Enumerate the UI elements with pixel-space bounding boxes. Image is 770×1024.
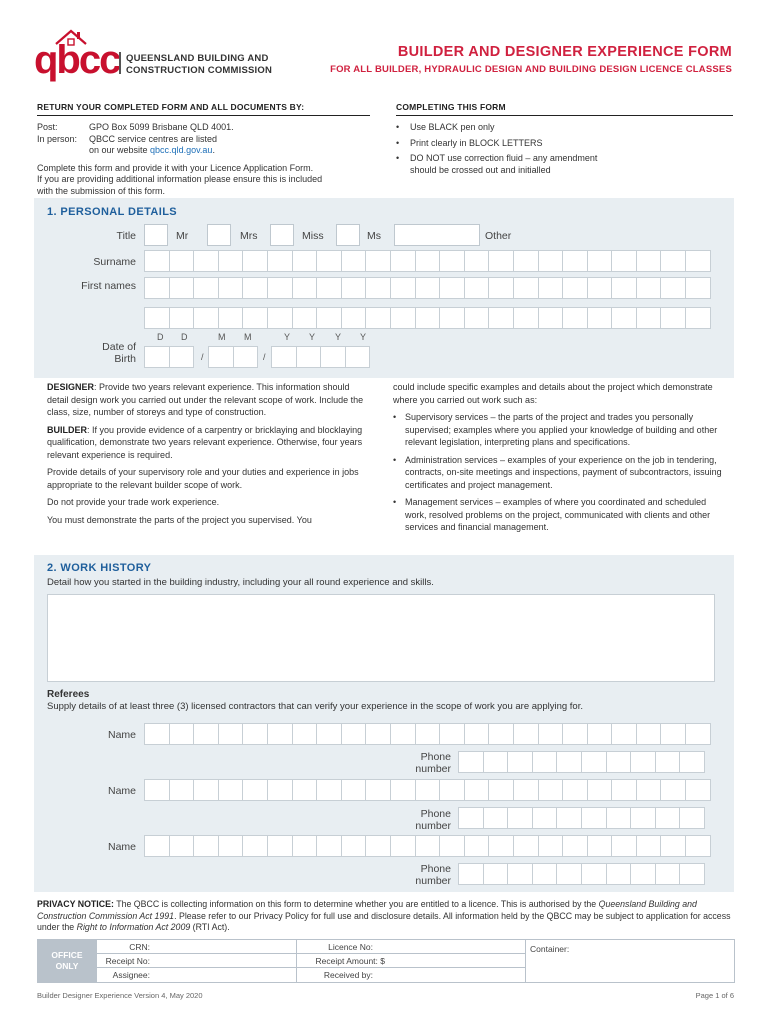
char-box[interactable] (611, 250, 637, 272)
footer-version: Builder Designer Experience Version 4, May 2020 (37, 991, 203, 1000)
char-box[interactable] (233, 346, 259, 368)
char-box[interactable] (193, 835, 219, 857)
phone-label-line1: Phone (420, 808, 451, 820)
completing-item-cont: should be crossed out and initialled (410, 164, 551, 175)
char-box[interactable] (611, 835, 637, 857)
form-subtitle: FOR ALL BUILDER, HYDRAULIC DESIGN AND BUILDING DESIGN LICENCE CLASSES (330, 64, 732, 75)
title-ms-checkbox[interactable] (336, 224, 360, 246)
char-box[interactable] (296, 346, 322, 368)
char-box[interactable] (538, 277, 564, 299)
dob-label-line2: Birth (114, 353, 136, 365)
char-box[interactable] (415, 723, 441, 745)
char-box[interactable] (169, 346, 195, 368)
char-box[interactable] (218, 307, 244, 329)
char-box[interactable] (507, 751, 533, 773)
char-box[interactable] (611, 723, 637, 745)
char-box[interactable] (439, 250, 465, 272)
char-box[interactable] (513, 779, 539, 801)
char-box[interactable] (660, 723, 686, 745)
logo-text: qbcc (34, 38, 120, 82)
form-title: BUILDER AND DESIGNER EXPERIENCE FORM (397, 44, 732, 60)
char-box[interactable] (345, 346, 371, 368)
char-box[interactable] (488, 835, 514, 857)
char-box[interactable] (242, 250, 268, 272)
char-box[interactable] (415, 835, 441, 857)
char-box[interactable] (390, 307, 416, 329)
char-box[interactable] (660, 277, 686, 299)
char-box[interactable] (488, 779, 514, 801)
received-by-label: Received by: (323, 970, 373, 980)
char-box[interactable] (390, 779, 416, 801)
org-name (126, 53, 272, 77)
char-box[interactable] (636, 723, 662, 745)
char-box[interactable] (439, 277, 465, 299)
phone-label-line2: number (415, 875, 451, 887)
referee-3-phone-input[interactable] (458, 863, 704, 885)
char-box[interactable] (218, 277, 244, 299)
title-miss-checkbox[interactable] (270, 224, 294, 246)
char-box[interactable] (341, 277, 367, 299)
receipt-amount-label: Receipt Amount: $ (315, 956, 385, 966)
post-value: GPO Box 5099 Brisbane QLD 4001. (89, 122, 234, 132)
char-box[interactable] (685, 779, 711, 801)
note-line2: If you are providing additional information please ensure this is included (37, 174, 323, 184)
char-box[interactable] (218, 723, 244, 745)
guidance-right: could include specific examples and details about the project which demonstrate where you carried out work such as: • Supervisory services – the parts of the project and trades you personally supervised; examples where you applied your knowledge of building and other relevant legislation, interpreting plans and specifications. • Administration services – examples of your experience on the job in tendering, contracts, on-site meetings and inspections, payment of subcontractors, issuing certificates and project management. • Management services – examples of where you coordinated and scheduled work, resolved problems on the project, communicated with clients and other services and financial management. (393, 382, 722, 532)
char-box[interactable] (513, 250, 539, 272)
dob-label-line1: Date of (102, 341, 136, 353)
char-box[interactable] (390, 835, 416, 857)
office-hline-1 (97, 953, 525, 954)
char-box[interactable] (488, 277, 514, 299)
char-box[interactable] (341, 723, 367, 745)
char-box[interactable] (513, 277, 539, 299)
completing-item: Use BLACK pen only (410, 122, 495, 132)
char-box[interactable] (513, 723, 539, 745)
completing-item: DO NOT use correction fluid – any amendment (410, 153, 598, 163)
office-only-badge (37, 939, 97, 983)
phone-label-line1: Phone (420, 751, 451, 763)
char-box[interactable] (562, 723, 588, 745)
char-box[interactable] (655, 751, 681, 773)
char-box[interactable] (562, 779, 588, 801)
char-box[interactable] (685, 835, 711, 857)
char-box[interactable] (630, 863, 656, 885)
char-box[interactable] (316, 779, 342, 801)
dob-slash: / (263, 352, 266, 362)
char-box[interactable] (458, 863, 484, 885)
personal-details-title: 1. PERSONAL DETAILS (47, 206, 178, 218)
guidance-bullet: Management services – examples of where you coordinated and scheduled work, resolved problems on the project, communicated with clients and other services and financial management. (405, 497, 711, 532)
char-box[interactable] (538, 835, 564, 857)
office-badge-line2: ONLY (55, 961, 79, 971)
crn-label: CRN: (129, 942, 150, 952)
char-box[interactable] (144, 346, 170, 368)
dob-slash: / (201, 352, 204, 362)
referee-3-name-input[interactable] (144, 835, 710, 857)
char-box[interactable] (316, 250, 342, 272)
privacy-act1: Queensland Building and Construction Commission Act 1991 (37, 899, 697, 921)
office-badge-line1: OFFICE (51, 950, 83, 960)
completing-list: • Use BLACK pen only • Print clearly in BLOCK LETTERS • DO NOT use correction fluid – any amendment should be crossed out and initialled (396, 122, 736, 176)
referee-1-name-label: Name (107, 729, 136, 741)
char-box[interactable] (169, 835, 195, 857)
privacy-text1: The QBCC is collecting information on this form to determine whether you are entitled to a licence. This is authorised by the (113, 899, 597, 909)
char-box[interactable] (316, 835, 342, 857)
container-label: Container: (530, 944, 570, 954)
dob-label (60, 341, 136, 365)
char-box[interactable] (587, 835, 613, 857)
website-link[interactable]: qbcc.qld.gov.au (150, 145, 213, 155)
char-box[interactable] (439, 307, 465, 329)
char-box[interactable] (415, 277, 441, 299)
char-box[interactable] (587, 307, 613, 329)
char-box[interactable] (193, 250, 219, 272)
char-box[interactable] (636, 307, 662, 329)
referee-3-phone-label (370, 863, 451, 887)
char-box[interactable] (587, 779, 613, 801)
char-box[interactable] (513, 307, 539, 329)
org-name-line2: CONSTRUCTION COMMISSION (126, 65, 273, 76)
char-box[interactable] (390, 277, 416, 299)
char-box[interactable] (267, 723, 293, 745)
char-box[interactable] (365, 277, 391, 299)
char-box[interactable] (532, 863, 558, 885)
privacy-act2: Right to Information Act 2009 (76, 922, 191, 932)
char-box[interactable] (587, 723, 613, 745)
guidance-bullet: Administration services – examples of your experience on the job in tendering, contracts, on-site meetings and inspections, payment of subcontractors, issuing certificates and project management. (405, 454, 722, 490)
title-other-field[interactable] (394, 224, 480, 246)
char-box[interactable] (365, 307, 391, 329)
guidance-left (47, 381, 367, 526)
builder-text: : If you provide evidence of a carpentry or bricklaying and blocklaying qualification, demonstrate two years relevant experience. Otherwise, four years relevant experience is required. (47, 424, 363, 460)
char-box[interactable] (606, 863, 632, 885)
char-box[interactable] (679, 863, 705, 885)
title-other-label: Other (485, 230, 512, 242)
char-box[interactable] (341, 835, 367, 857)
char-box[interactable] (292, 723, 318, 745)
char-box[interactable] (660, 250, 686, 272)
char-box[interactable] (193, 277, 219, 299)
website-prefix: on our website (89, 145, 151, 155)
char-box[interactable] (655, 863, 681, 885)
char-box[interactable] (267, 835, 293, 857)
char-box[interactable] (483, 751, 509, 773)
char-box[interactable] (458, 807, 484, 829)
char-box[interactable] (655, 807, 681, 829)
char-box[interactable] (538, 250, 564, 272)
char-box[interactable] (532, 807, 558, 829)
char-box[interactable] (365, 723, 391, 745)
char-box[interactable] (242, 723, 268, 745)
website-suffix: . (212, 145, 215, 155)
work-history-instruction: Detail how you started in the building industry, including your all round experience and skills. (47, 577, 434, 588)
dob-field[interactable] (144, 330, 384, 372)
char-box[interactable] (169, 779, 195, 801)
char-box[interactable] (390, 250, 416, 272)
office-divider-2 (525, 939, 526, 983)
char-box[interactable] (532, 751, 558, 773)
referee-2-phone-label (370, 808, 451, 832)
post-label: Post: (37, 122, 58, 132)
char-box[interactable] (208, 346, 234, 368)
referee-3-name-label: Name (107, 841, 136, 853)
char-box[interactable] (483, 807, 509, 829)
title-label: Title (116, 230, 136, 242)
char-box[interactable] (556, 751, 582, 773)
char-box[interactable] (218, 779, 244, 801)
char-box[interactable] (630, 807, 656, 829)
guidance-bullet: Supervisory services – the parts of the project and trades you personally supervised; examples where you applied your knowledge of building and other relevant legislation, interpreting plans and specifications. (405, 412, 718, 447)
char-box[interactable] (144, 250, 170, 272)
char-box[interactable] (169, 277, 195, 299)
char-box[interactable] (271, 346, 297, 368)
char-box[interactable] (341, 307, 367, 329)
char-box[interactable] (267, 779, 293, 801)
qbcc-logo (34, 30, 284, 80)
char-box[interactable] (507, 863, 533, 885)
char-box[interactable] (144, 277, 170, 299)
work-history-textarea[interactable] (47, 594, 715, 682)
char-box[interactable] (636, 250, 662, 272)
char-box[interactable] (611, 779, 637, 801)
first-names-label: First names (81, 280, 136, 292)
char-box[interactable] (562, 835, 588, 857)
char-box[interactable] (292, 250, 318, 272)
char-box[interactable] (636, 779, 662, 801)
designer-label: DESIGNER (47, 382, 95, 392)
char-box[interactable] (439, 723, 465, 745)
char-box[interactable] (685, 307, 711, 329)
office-divider-1 (296, 939, 297, 983)
char-box[interactable] (488, 723, 514, 745)
char-box[interactable] (685, 277, 711, 299)
char-box[interactable] (365, 250, 391, 272)
receipt-no-label: Receipt No: (105, 956, 150, 966)
char-box[interactable] (464, 779, 490, 801)
char-box[interactable] (587, 277, 613, 299)
char-box[interactable] (483, 863, 509, 885)
char-box[interactable] (267, 250, 293, 272)
char-box[interactable] (267, 277, 293, 299)
char-box[interactable] (242, 307, 268, 329)
title-ms-label: Ms (367, 230, 381, 242)
char-box[interactable] (488, 250, 514, 272)
org-name-line1: QUEENSLAND BUILDING AND (126, 53, 269, 64)
char-box[interactable] (513, 835, 539, 857)
char-box[interactable] (538, 723, 564, 745)
char-box[interactable] (193, 307, 219, 329)
char-box[interactable] (242, 835, 268, 857)
builder-label: BUILDER (47, 424, 87, 435)
privacy-label: PRIVACY NOTICE: (37, 899, 114, 909)
char-box[interactable] (341, 250, 367, 272)
char-box[interactable] (242, 779, 268, 801)
char-box[interactable] (488, 307, 514, 329)
char-box[interactable] (660, 835, 686, 857)
char-box[interactable] (464, 723, 490, 745)
return-heading: RETURN YOUR COMPLETED FORM AND ALL DOCUMENTS BY: (37, 102, 305, 112)
dob-letter: M (244, 332, 252, 342)
char-box[interactable] (365, 779, 391, 801)
char-box[interactable] (556, 807, 582, 829)
char-box[interactable] (316, 277, 342, 299)
title-mr-checkbox[interactable] (144, 224, 168, 246)
char-box[interactable] (679, 807, 705, 829)
return-details (37, 122, 377, 197)
char-box[interactable] (660, 779, 686, 801)
char-box[interactable] (464, 250, 490, 272)
completing-heading: COMPLETING THIS FORM (396, 102, 506, 112)
char-box[interactable] (581, 807, 607, 829)
char-box[interactable] (538, 307, 564, 329)
char-box[interactable] (587, 250, 613, 272)
referees-text: Supply details of at least three (3) licensed contractors that can verify your experience in the scope of work you are applying for. (47, 701, 583, 712)
char-box[interactable] (144, 779, 170, 801)
guidance-p4: Do not provide your trade work experience. (47, 497, 220, 507)
referee-2-name-input[interactable] (144, 779, 710, 801)
char-box[interactable] (169, 723, 195, 745)
char-box[interactable] (144, 307, 170, 329)
privacy-text3: the QBCC may be subject to application for access under the (37, 910, 731, 932)
char-box[interactable] (144, 835, 170, 857)
char-box[interactable] (464, 307, 490, 329)
assignee-label: Assignee: (112, 970, 150, 980)
surname-label: Surname (93, 256, 136, 268)
char-box[interactable] (611, 277, 637, 299)
char-box[interactable] (415, 250, 441, 272)
char-box[interactable] (538, 779, 564, 801)
char-box[interactable] (218, 250, 244, 272)
dob-letter: Y (284, 332, 291, 342)
char-box[interactable] (292, 307, 318, 329)
char-box[interactable] (606, 751, 632, 773)
char-box[interactable] (415, 779, 441, 801)
char-box[interactable] (660, 307, 686, 329)
char-box[interactable] (685, 723, 711, 745)
title-mr-label: Mr (176, 230, 189, 242)
char-box[interactable] (685, 250, 711, 272)
char-box[interactable] (169, 250, 195, 272)
char-box[interactable] (636, 835, 662, 857)
heading-rule-left (37, 115, 370, 116)
char-box[interactable] (390, 723, 416, 745)
char-box[interactable] (218, 835, 244, 857)
privacy-text4: (RTI Act). (190, 922, 230, 932)
privacy-text2: . Please refer to our Privacy Policy for full use and disclosure details. All information held by (174, 910, 530, 921)
privacy-notice (37, 899, 737, 934)
char-box[interactable] (464, 835, 490, 857)
phone-label-line2: number (415, 763, 451, 775)
first-names-input-1[interactable] (144, 277, 710, 299)
char-box[interactable] (679, 751, 705, 773)
char-box[interactable] (320, 346, 346, 368)
char-box[interactable] (562, 277, 588, 299)
phone-label-line2: number (415, 820, 451, 832)
note-line3: with the submission of this form. (37, 185, 166, 196)
first-names-input-2[interactable] (144, 307, 710, 329)
char-box[interactable] (556, 863, 582, 885)
char-box[interactable] (292, 835, 318, 857)
completing-item: Print clearly in BLOCK LETTERS (410, 137, 543, 148)
title-miss-label: Miss (302, 230, 324, 242)
footer-page: Page 1 of 6 (695, 991, 734, 1000)
guidance-p5: You must demonstrate the parts of the project you supervised. You (47, 514, 312, 525)
title-mrs-checkbox[interactable] (207, 224, 231, 246)
char-box[interactable] (606, 807, 632, 829)
char-box[interactable] (242, 277, 268, 299)
char-box[interactable] (507, 807, 533, 829)
char-box[interactable] (611, 307, 637, 329)
char-box[interactable] (439, 835, 465, 857)
char-box[interactable] (415, 307, 441, 329)
char-box[interactable] (267, 307, 293, 329)
char-box[interactable] (458, 751, 484, 773)
dob-letter: M (218, 332, 226, 342)
referees-heading: Referees (47, 689, 90, 700)
dob-letter: Y (309, 332, 316, 342)
note-line1: Complete this form and provide it with your Licence Application Form. (37, 162, 314, 173)
surname-input[interactable] (144, 250, 710, 272)
char-box[interactable] (562, 250, 588, 272)
referee-2-phone-input[interactable] (458, 807, 704, 829)
char-box[interactable] (636, 277, 662, 299)
char-box[interactable] (581, 863, 607, 885)
char-box[interactable] (562, 307, 588, 329)
dob-letter: Y (360, 332, 367, 342)
licence-no-label: Licence No: (328, 942, 373, 952)
heading-rule-right (396, 115, 733, 116)
char-box[interactable] (144, 723, 170, 745)
char-box[interactable] (439, 779, 465, 801)
char-box[interactable] (341, 779, 367, 801)
char-box[interactable] (581, 751, 607, 773)
char-box[interactable] (193, 779, 219, 801)
title-mrs-label: Mrs (240, 230, 258, 242)
office-hline-2 (97, 967, 525, 968)
guidance-right-intro: could include specific examples and details about the project which demonstrate where you carried out work such as: (393, 382, 713, 405)
char-box[interactable] (316, 723, 342, 745)
referee-1-phone-input[interactable] (458, 751, 704, 773)
designer-text: : Provide two years relevant experience. This information should detail design work you carried out under the relevant scope of work. Include the class, size, number of storeys and type of construction. (47, 382, 364, 417)
char-box[interactable] (292, 779, 318, 801)
referee-1-phone-label (370, 751, 451, 775)
char-box[interactable] (316, 307, 342, 329)
in-person-value: QBCC service centres are listed (89, 133, 218, 144)
in-person-label: In person: (37, 133, 78, 144)
char-box[interactable] (464, 277, 490, 299)
referee-2-name-label: Name (107, 785, 136, 797)
phone-label-line1: Phone (420, 863, 451, 875)
char-box[interactable] (193, 723, 219, 745)
char-box[interactable] (365, 835, 391, 857)
char-box[interactable] (292, 277, 318, 299)
guidance-p3: Provide details of your supervisory role and your duties and experience in jobs appropriate to the relevant builder scope of work. (47, 467, 359, 490)
char-box[interactable] (169, 307, 195, 329)
dob-letter: D (181, 332, 188, 342)
char-box[interactable] (630, 751, 656, 773)
work-history-title: 2. WORK HISTORY (47, 562, 152, 574)
referee-1-name-input[interactable] (144, 723, 710, 745)
logo-divider (119, 52, 121, 74)
dob-letter: D (157, 332, 164, 342)
dob-letter: Y (335, 332, 342, 342)
